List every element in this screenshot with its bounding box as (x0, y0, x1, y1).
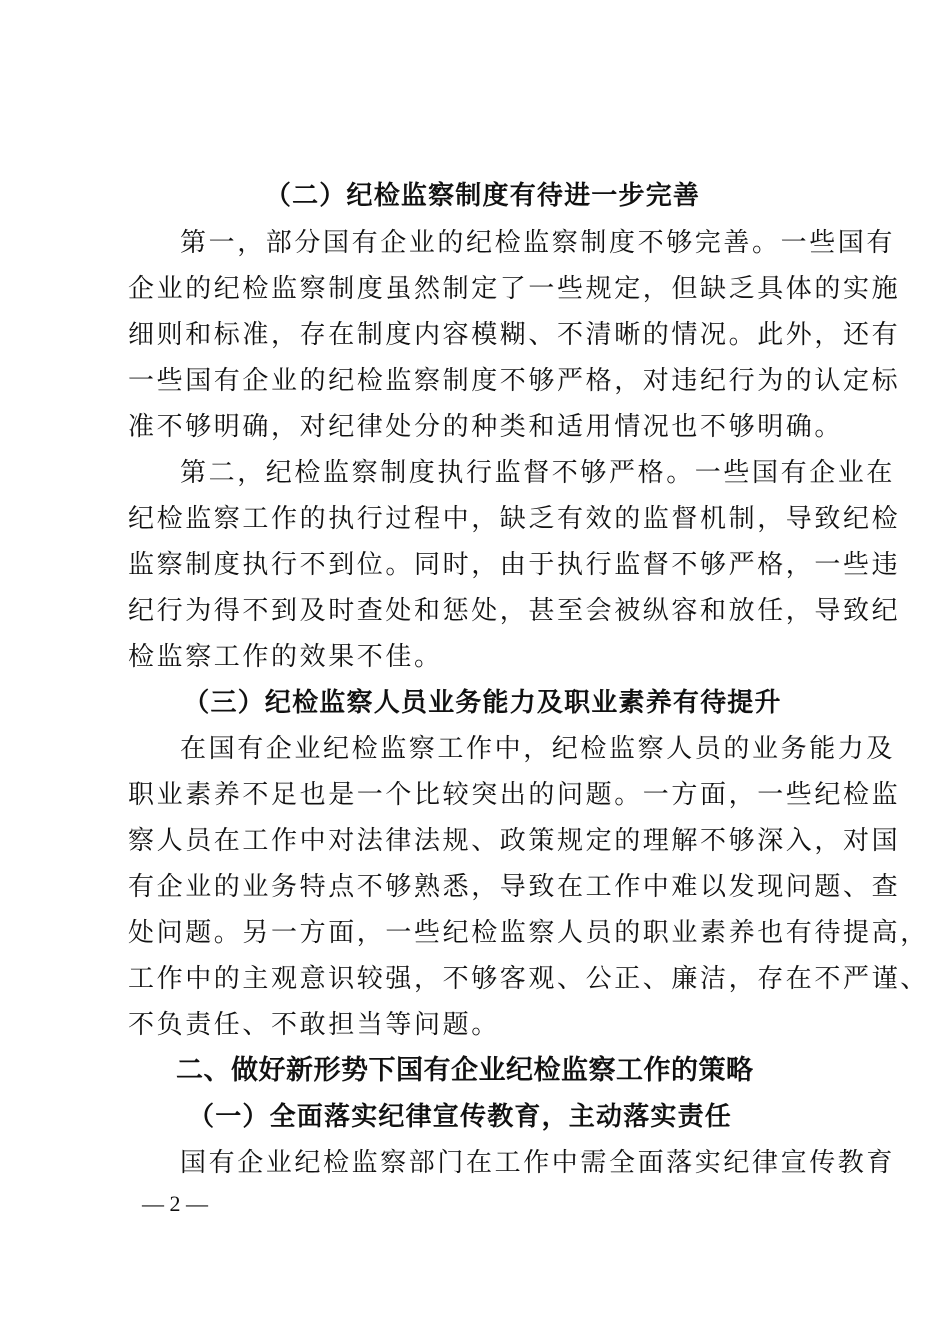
paragraph-1-line-2: 企业的纪检监察制度虽然制定了一些规定，但缺乏具体的实施 (128, 274, 901, 304)
subsection-1-title: （一）全面落实纪律宣传教育，主动落实责任 (188, 1102, 733, 1132)
paragraph-1-line-5: 准不够明确，对纪律处分的种类和适用情况也不够明确。 (128, 412, 844, 442)
paragraph-3-line-2: 职业素养不足也是一个比较突出的问题。一方面，一些纪检监 (128, 780, 901, 810)
paragraph-4-line-1: 国有企业纪检监察部门在工作中需全面落实纪律宣传教育 (180, 1148, 896, 1178)
paragraph-1-line-1: 第一，部分国有企业的纪检监察制度不够完善。一些国有 (180, 228, 896, 258)
paragraph-3-line-5: 处问题。另一方面，一些纪检监察人员的职业素养也有待提高， (128, 918, 929, 948)
paragraph-2-line-4: 纪行为得不到及时查处和惩处，甚至会被纵容和放任，导致纪 (128, 596, 901, 626)
paragraph-1-line-3: 细则和标准，存在制度内容模糊、不清晰的情况。此外，还有 (128, 320, 901, 350)
section-2-title: 二、做好新形势下国有企业纪检监察工作的策略 (176, 1055, 754, 1086)
page-number: — 2 — (142, 1191, 208, 1216)
paragraph-2-line-5: 检监察工作的效果不佳。 (128, 642, 443, 672)
paragraph-2-line-3: 监察制度执行不到位。同时，由于执行监督不够严格，一些违 (128, 550, 901, 580)
subheading-3: （三）纪检监察人员业务能力及职业素养有待提升 (183, 688, 782, 718)
paragraph-2-line-1: 第二，纪检监察制度执行监督不够严格。一些国有企业在 (180, 458, 896, 488)
paragraph-3-line-6: 工作中的主观意识较强，不够客观、公正、廉洁，存在不严谨、 (128, 964, 929, 994)
paragraph-2-line-2: 纪检监察工作的执行过程中，缺乏有效的监督机制，导致纪检 (128, 504, 901, 534)
paragraph-1-line-4: 一些国有企业的纪检监察制度不够严格，对违纪行为的认定标 (128, 366, 901, 396)
subheading-2: （二）纪检监察制度有待进一步完善 (264, 181, 701, 211)
paragraph-3-line-4: 有企业的业务特点不够熟悉，导致在工作中难以发现问题、查 (128, 872, 901, 902)
paragraph-3-line-3: 察人员在工作中对法律法规、政策规定的理解不够深入，对国 (128, 826, 901, 856)
paragraph-3-line-1: 在国有企业纪检监察工作中，纪检监察人员的业务能力及 (180, 734, 896, 764)
paragraph-3-line-7: 不负责任、不敢担当等问题。 (128, 1010, 500, 1040)
